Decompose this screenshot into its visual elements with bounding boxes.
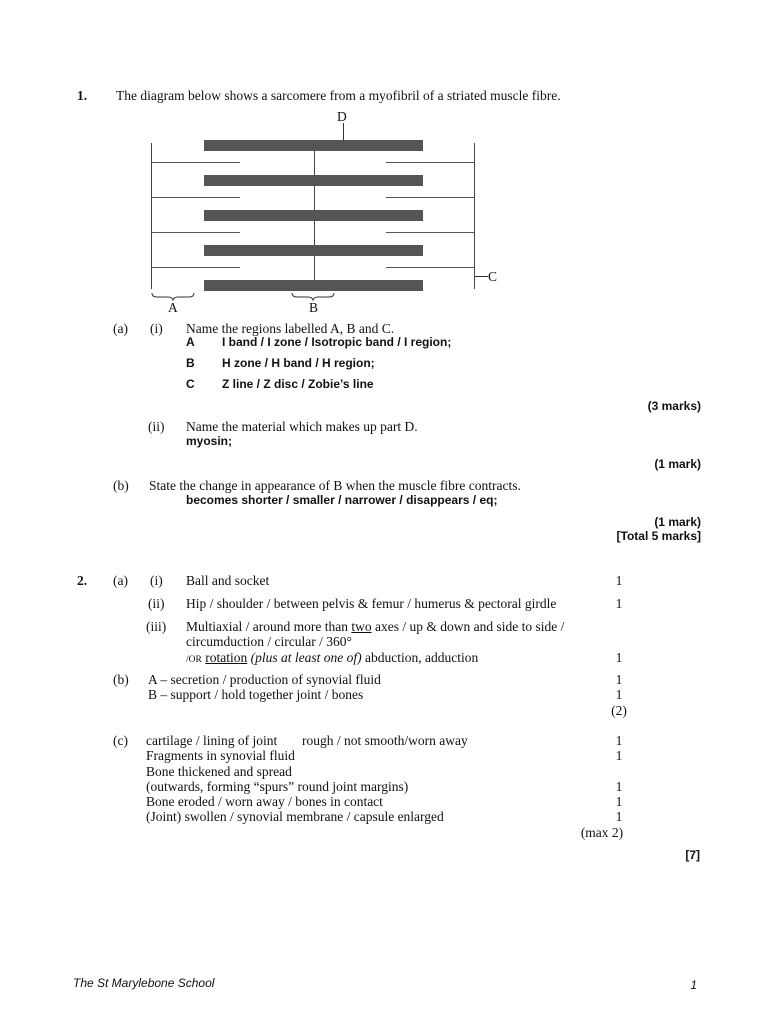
q1ai-text: Name the regions labelled A, B and C. [186, 321, 395, 336]
q2c-letter: (c) [113, 733, 128, 748]
q1b-letter: (b) [113, 478, 129, 493]
q1b-answer: becomes shorter / smaller / narrower / disappears / eq; [186, 493, 498, 507]
q2c-mark5: 1 [615, 794, 623, 809]
label-a: A [168, 300, 178, 315]
q2aii-roman: (ii) [148, 596, 165, 611]
q1aii-roman: (ii) [148, 419, 165, 434]
q2b-mark2: 1 [615, 687, 623, 702]
q2aiii-line1: Multiaxial / around more than two axes / up & down and side to side / [186, 619, 565, 634]
q2-total: [7] [685, 848, 700, 862]
q2ai-text: Ball and socket [186, 573, 270, 588]
q2c-line4: (outwards, forming “spurs” round joint margins) [146, 779, 409, 794]
q2a-letter: (a) [113, 573, 128, 588]
answer-c: Z line / Z disc / Zobie’s line [222, 377, 374, 391]
q2ai-mark: 1 [615, 573, 623, 588]
q2aii-text: Hip / shoulder / between pelvis & femur / humerus & pectoral girdle [186, 596, 557, 611]
q1aii-answer: myosin; [186, 434, 233, 448]
q2c-line1b: rough / not smooth/worn away [302, 733, 468, 748]
q2aiii-line2: circumduction / circular / 360° [186, 634, 352, 649]
q1-number: 1. [77, 88, 88, 103]
q1ai-marks: (3 marks) [647, 399, 701, 413]
q2c-mark2: 1 [615, 748, 623, 763]
q1ai-roman: (i) [150, 321, 163, 336]
q2b-mark1: 1 [615, 672, 623, 687]
answer-a: I band / I zone / Isotropic band / I region; [222, 335, 452, 349]
q2aii-mark: 1 [615, 596, 623, 611]
q2c-mark6: 1 [615, 809, 623, 824]
q2b-letter: (b) [113, 672, 129, 687]
answer-key-c: C [186, 377, 195, 391]
q2c-mark1: 1 [615, 733, 623, 748]
q1-stem: The diagram below shows a sarcomere from a myofibril of a striated muscle fibre. [116, 88, 561, 103]
q2c-line1a: cartilage / lining of joint [146, 733, 278, 748]
q1b-text: State the change in appearance of B when the muscle fibre contracts. [149, 478, 521, 493]
q2c-line3: Bone thickened and spread [146, 764, 292, 779]
label-d: D [337, 109, 347, 124]
q1b-marks: (1 mark) [654, 515, 701, 529]
q2b-line2: B – support / hold together joint / bones [148, 687, 364, 702]
q2b-line1: A – secretion / production of synovial fluid [148, 672, 381, 687]
q2aiii-line3: /OR rotation (plus at least one of) abduction, adduction [186, 650, 479, 665]
footer-page-number: 1 [690, 978, 697, 992]
q1-total: [Total 5 marks] [616, 529, 701, 543]
sarcomere-diagram [0, 0, 768, 330]
q2aiii-mark: 1 [615, 650, 623, 665]
q2c-max: (max 2) [580, 825, 624, 840]
q2-number: 2. [77, 573, 88, 588]
q1aii-text: Name the material which makes up part D. [186, 419, 418, 434]
answer-key-b: B [186, 356, 195, 370]
q2c-mark4: 1 [615, 779, 623, 794]
brace-b [292, 293, 334, 300]
brace-a [152, 293, 194, 300]
q2c-line6: (Joint) swollen / synovial membrane / capsule enlarged [146, 809, 444, 824]
q2ai-roman: (i) [150, 573, 163, 588]
q1aii-marks: (1 mark) [654, 457, 701, 471]
answer-b: H zone / H band / H region; [222, 356, 375, 370]
answer-key-a: A [186, 335, 195, 349]
q2b-subtotal: (2) [611, 703, 627, 718]
label-b: B [309, 300, 319, 315]
label-c: C [488, 269, 498, 284]
q1a-letter: (a) [113, 321, 128, 336]
q2c-line5: Bone eroded / worn away / bones in contact [146, 794, 383, 809]
q2aiii-roman: (iii) [146, 619, 167, 634]
q2c-line2: Fragments in synovial fluid [146, 748, 295, 763]
footer-school: The St Marylebone School [73, 976, 215, 990]
